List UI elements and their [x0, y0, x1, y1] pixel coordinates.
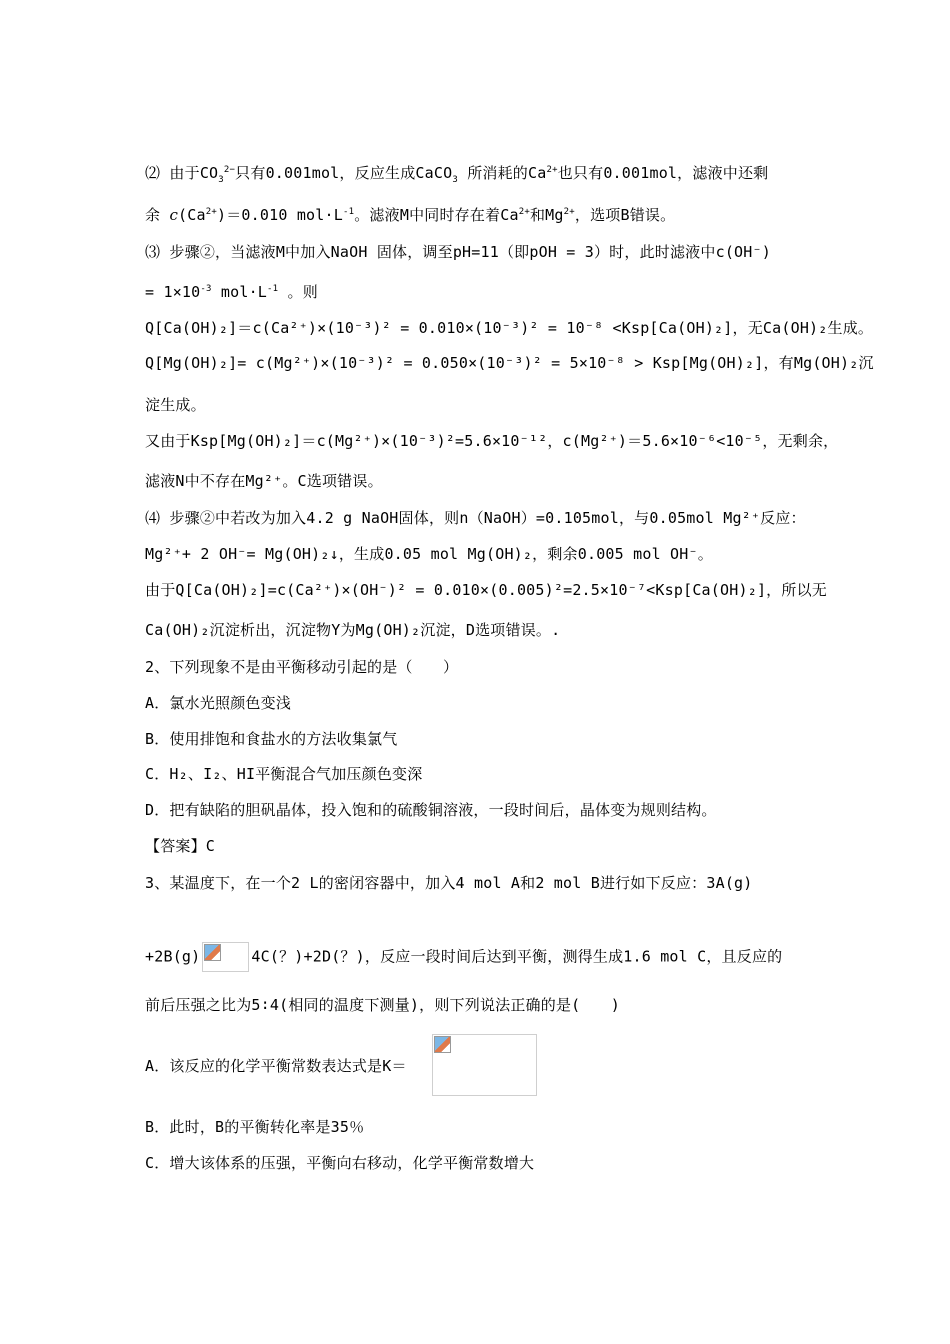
question-3-option-c: C．增大该体系的压强，平衡向右移动，化学平衡常数增大 [145, 1154, 535, 1172]
text-line: 由于Q[Ca(OH)₂]=c(Ca²⁺)×(OH⁻)² = 0.010×(0.005)²=2.5×10⁻⁷<Ksp[Ca(OH)₂]，所以无 [145, 581, 827, 599]
question-3-stem-line-3: 前后压强之比为5∶4(相同的温度下测量)，则下列说法正确的是( ) [145, 996, 621, 1014]
equilibrium-arrow-image [202, 942, 249, 972]
question-2-stem: 2、下列现象不是由平衡移动引起的是（ ） [145, 658, 459, 676]
answer-label: 【答案】C [145, 837, 216, 855]
text-line: 又由于Ksp[Mg(OH)₂]＝c(Mg²⁺)×(10⁻³)²=5.6×10⁻¹²，c(Mg²⁺)＝5.6×10⁻⁶<10⁻⁵，无剩余， [145, 432, 839, 450]
question-3-option-b: B．此时，B的平衡转化率是35％ [145, 1118, 365, 1136]
question-2-option-d: D．把有缺陷的胆矾晶体，投入饱和的硫酸铜溶液，一段时间后，晶体变为规则结构。 [145, 801, 717, 819]
question-2-option-b: B．使用排饱和食盐水的方法收集氯气 [145, 730, 398, 748]
text-line: Ca(OH)₂沉淀析出，沉淀物Y为Mg(OH)₂沉淀，D选项错误。. [145, 621, 561, 639]
broken-image-icon [434, 1036, 451, 1053]
equilibrium-constant-formula-image [432, 1034, 537, 1096]
question-3-option-a: A．该反应的化学平衡常数表达式是K＝ [145, 1057, 407, 1075]
text-line: ⑶ 步骤②，当滤液M中加入NaOH 固体，调至pH=11（即pOH = 3）时，此时滤液中c(OH⁻) [145, 243, 771, 261]
text-line: Q[Mg(OH)₂]= c(Mg²⁺)×(10⁻³)² = 0.050×(10⁻³)² = 5×10⁻⁸ > Ksp[Mg(OH)₂]，有Mg(OH)₂沉 [145, 354, 874, 372]
text-line: ⑵ 由于$CO_3^{2-}$只有0.001mol，反应生成CaCO$_3$ 所消耗的$Ca^{2+}$也只有0.001mol，滤液中还剩 [145, 164, 769, 185]
text-line: Q[Ca(OH)₂]＝c(Ca²⁺)×(10⁻³)² = 0.010×(10⁻³)² = 10⁻⁸ <Ksp[Ca(OH)₂]，无Ca(OH)₂生成。 [145, 319, 874, 337]
text-line: 淀生成。 [145, 396, 206, 414]
question-3-stem-line-2: +2B(g) 4C(？)+2D(？)，反应一段时间后达到平衡，测得生成1.6 mol C，且反应的 [145, 942, 782, 972]
text-line: Mg²⁺+ 2 OH⁻= Mg(OH)₂↓，生成0.05 mol Mg(OH)₂，剩余0.005 mol OH⁻。 [145, 545, 713, 563]
text-line: ⑷ 步骤②中若改为加入4.2 g NaOH固体，则n（NaOH）=0.105mol，与0.05mol Mg²⁺反应： [145, 509, 806, 527]
question-2-option-c: C．H₂、I₂、HI平衡混合气加压颜色变深 [145, 765, 423, 783]
question-2-option-a: A．氯水光照颜色变浅 [145, 694, 292, 712]
text-line: = $1\times 10^{-3}$ $mol\cdot L^{-1}$ 。则 [145, 283, 318, 301]
text-line: 余 $c(Ca^{2+})=0.010$ $mol\cdot L^{-1}$。滤液M中同时存在着$Ca^{2+}$和$Mg^{2+}$，选项B错误。 [145, 206, 676, 224]
text-line: 滤液N中不存在Mg²⁺。C选项错误。 [145, 472, 383, 490]
broken-image-icon [204, 944, 221, 961]
question-3-stem: 3、某温度下，在一个2 L的密闭容器中，加入4 mol A和2 mol B进行如下反应：3A(g) [145, 874, 753, 892]
